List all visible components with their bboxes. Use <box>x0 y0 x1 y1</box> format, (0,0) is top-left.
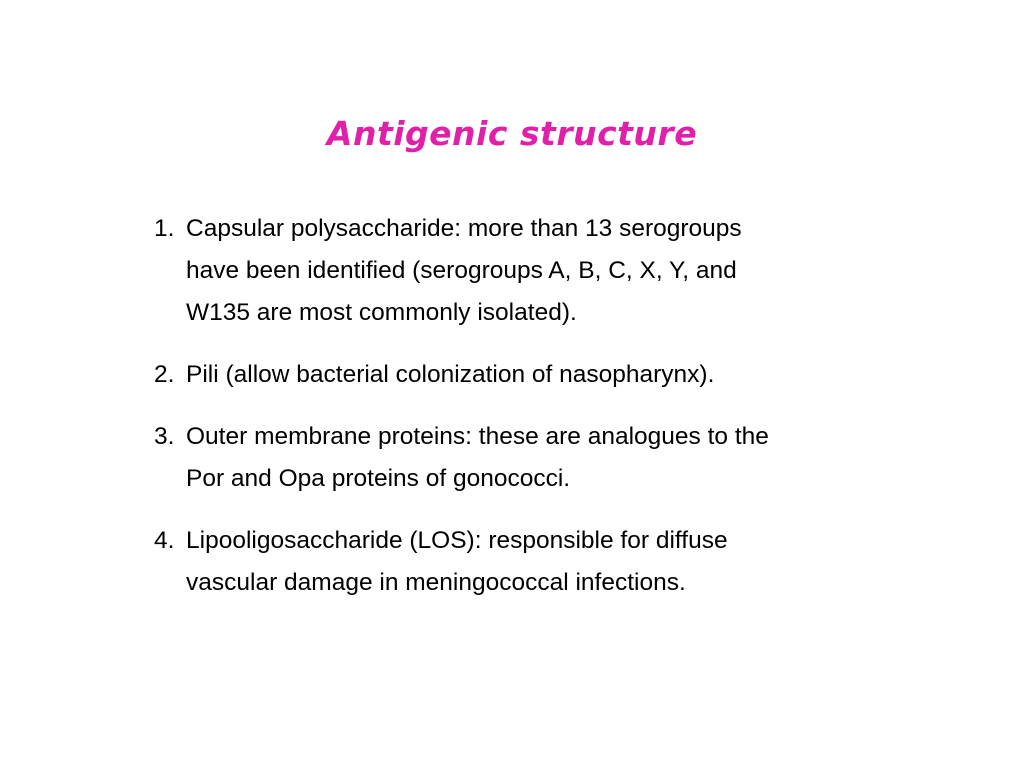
list-item-line: vascular damage in meningococcal infections. <box>186 569 686 596</box>
list-item <box>154 520 914 604</box>
list-item-line: Capsular polysaccharide: more than 13 serogroups <box>186 215 742 242</box>
list-item-number: 3. <box>154 423 175 450</box>
list-item-text <box>186 520 914 604</box>
list-item-line: Outer membrane proteins: these are analogues to the <box>186 423 769 450</box>
list-item-line: Por and Opa proteins of gonococci. <box>186 465 571 492</box>
slide-title: Antigenic structure <box>326 114 698 153</box>
list-item <box>154 208 914 334</box>
list-item <box>154 416 914 500</box>
list-item-number: 4. <box>154 527 175 554</box>
list-item-text <box>186 354 914 396</box>
list-item <box>154 354 914 396</box>
list-item-text <box>186 208 914 334</box>
list-item-line: Pili (allow bacterial colonization of nasopharynx). <box>186 361 715 388</box>
list-item-line: Lipooligosaccharide (LOS): responsible for diffuse <box>186 527 728 554</box>
content-list <box>154 208 914 624</box>
list-item-number: 1. <box>154 215 175 242</box>
list-item-line: have been identified (serogroups A, B, C, X, Y, and <box>186 257 737 284</box>
list-item-line: W135 are most commonly isolated). <box>186 299 577 326</box>
list-item-text <box>186 416 914 500</box>
list-item-number: 2. <box>154 361 175 388</box>
